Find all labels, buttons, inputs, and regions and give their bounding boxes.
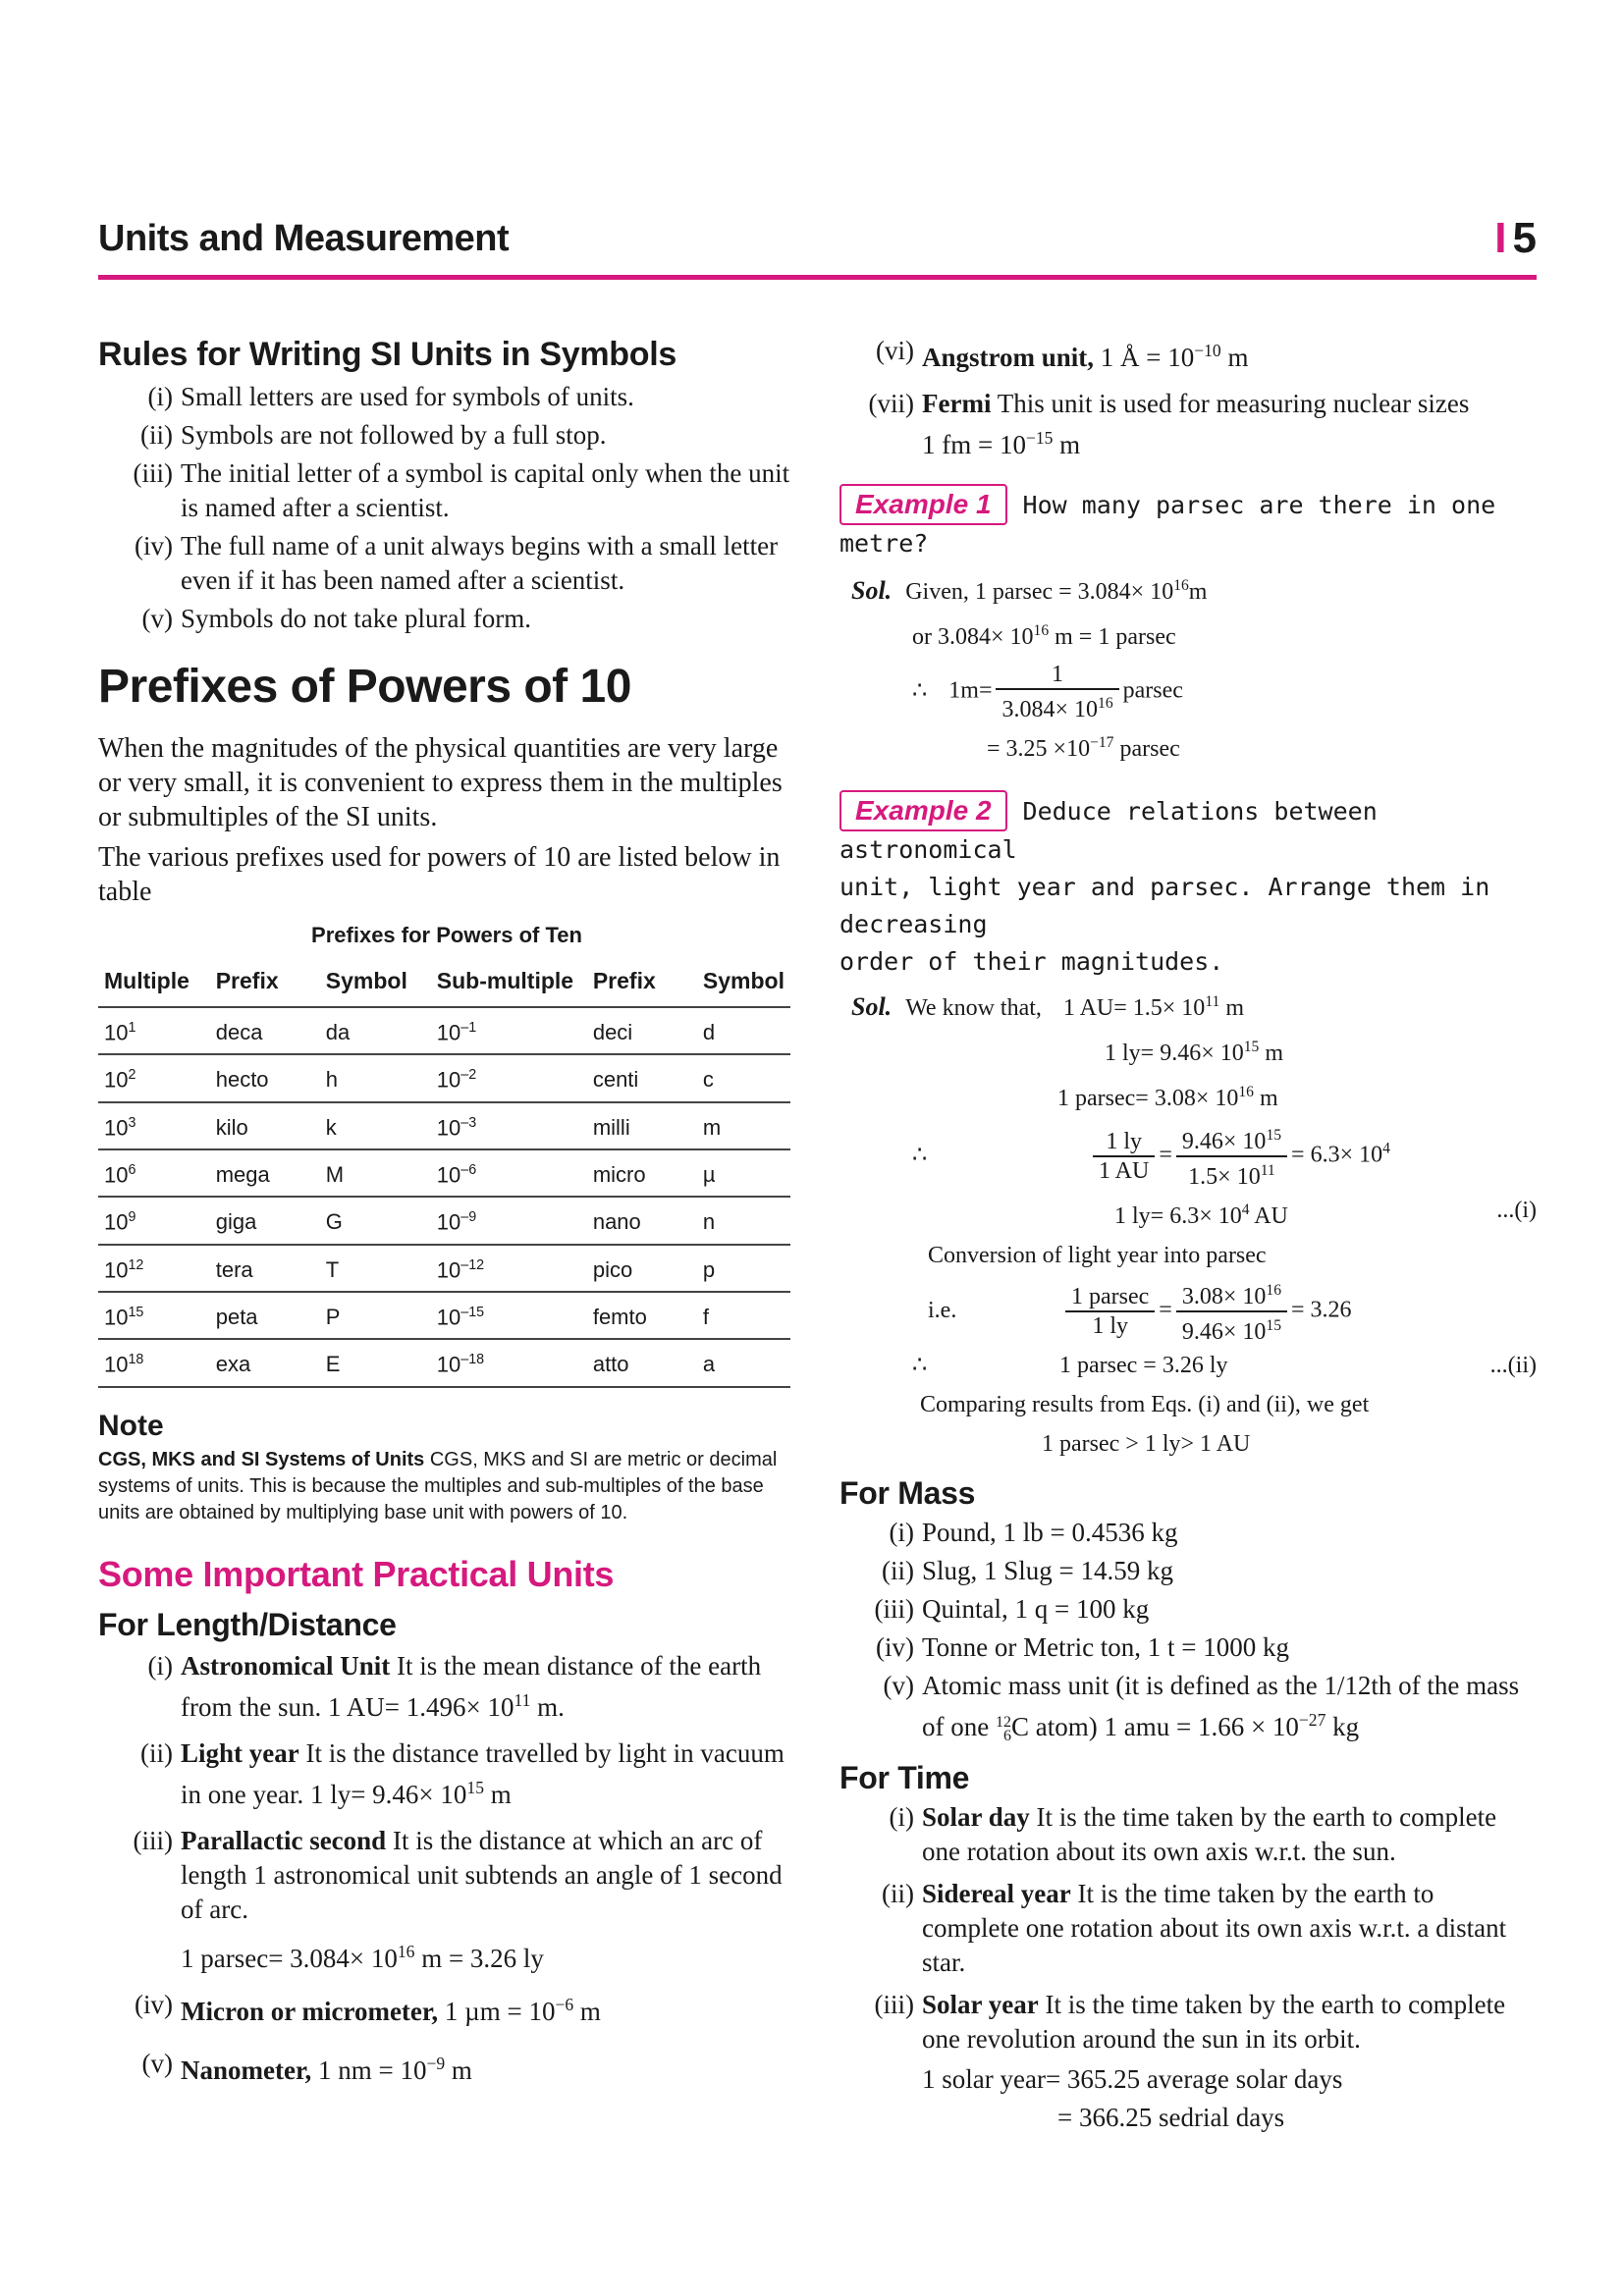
submultiple-cell: $10^{-2}$ — [431, 1054, 587, 1101]
fraction-numerator: 1 — [996, 661, 1118, 690]
sub-symbol-cell: a — [697, 1339, 790, 1386]
rules-heading: Rules for Writing SI Units in Symbols — [98, 336, 676, 373]
item-tail: m — [445, 2055, 472, 2085]
prefix-table — [98, 958, 790, 1388]
solution-text: 1m= — [948, 677, 993, 704]
rule-num: (ii) — [140, 420, 173, 450]
multiple-cell: $10^{12}$ — [98, 1245, 210, 1292]
length-item — [98, 1649, 795, 1725]
prefix-cell: hecto — [210, 1054, 320, 1101]
sub-symbol-cell: p — [697, 1245, 790, 1292]
solution-text: 1 parsec > 1 ly> 1 AU — [1042, 1431, 1251, 1457]
item-text: Tonne or Metric ton, 1 t = 1000 kg — [922, 1632, 1290, 1662]
sub-prefix-cell: deci — [587, 1007, 697, 1054]
sub-symbol-cell: n — [697, 1197, 790, 1244]
solution-sup: 11 — [1205, 993, 1220, 1010]
prefix-cell: deca — [210, 1007, 320, 1054]
multiple-exp: 6 — [128, 1161, 136, 1178]
fraction — [1176, 1122, 1287, 1191]
time-item — [839, 1988, 1537, 2135]
prefix-cell: peta — [210, 1292, 320, 1339]
time-list — [839, 1800, 1537, 2135]
item-text: Pound, 1 lb = 0.4536 kg — [922, 1518, 1178, 1547]
solution-text: Comparing results from Eqs. (i) and (ii), we get — [920, 1392, 1370, 1417]
solution-line — [839, 661, 1537, 723]
item-num: (i) — [889, 1518, 914, 1547]
prefix-cell: kilo — [210, 1102, 320, 1149]
item-tail: m — [483, 1779, 512, 1809]
note-bold: CGS, MKS and SI Systems of Units — [98, 1448, 425, 1470]
solution-text: = 3.25 ×10 — [987, 736, 1091, 762]
mass-item — [839, 1554, 1537, 1588]
rule-text: The full name of a unit always begins with a small letter even if it has been named after a scientist. — [181, 531, 779, 595]
item-text: atom) 1 amu = 1.66 × 10 — [1029, 1712, 1299, 1741]
numerator-text: 9.46× 10 — [1181, 1129, 1267, 1154]
item-num: (iv) — [135, 1989, 173, 2019]
multiple-exp: 1 — [128, 1020, 136, 1036]
item-num: (vi) — [876, 336, 914, 365]
solar-year-line: = 366.25 sedrial days — [1057, 2103, 1285, 2132]
rule-text: Symbols do not take plural form. — [181, 604, 531, 633]
solution-line — [839, 983, 1537, 1028]
page-number-value: 5 — [1512, 214, 1537, 262]
therefore-symbol: ∴ — [912, 677, 928, 704]
question-text: How many parsec are there in one — [1022, 491, 1496, 519]
multiple-cell: $10^{18}$ — [98, 1339, 210, 1386]
therefore-symbol: ∴ — [912, 1142, 928, 1168]
rule-text: Symbols are not followed by a full stop. — [181, 420, 607, 450]
item-tail: m. — [530, 1691, 565, 1722]
item-text: 1 µm = 10 — [438, 1996, 556, 2026]
submultiple-exp: –3 — [460, 1114, 477, 1131]
col-header: Prefix — [210, 958, 320, 1007]
solution-line — [839, 1028, 1537, 1073]
therefore-symbol: ∴ — [912, 1353, 928, 1378]
note-text — [98, 1447, 795, 1526]
length-item — [98, 1988, 795, 2029]
table-row — [98, 1339, 790, 1386]
solution-tail: parsec — [1122, 677, 1183, 704]
multiple-cell: $10^6$ — [98, 1149, 210, 1197]
sub-symbol-cell: m — [697, 1102, 790, 1149]
item-title: Parallactic second — [181, 1825, 387, 1855]
length-item — [839, 387, 1537, 462]
item-title: Nanometer, — [181, 2055, 312, 2085]
submultiple-exp: –1 — [460, 1020, 477, 1036]
chapter-title: Units and Measurement — [98, 218, 510, 259]
solution-text: Given, 1 parsec = 3.084× 10 — [905, 579, 1174, 605]
solution-line — [839, 1346, 1537, 1385]
fraction-numerator — [1176, 1277, 1287, 1312]
example-2 — [839, 790, 1537, 1464]
symbol-cell: k — [320, 1102, 431, 1149]
sub-prefix-cell: nano — [587, 1197, 697, 1244]
item-text: This unit is used for measuring nuclear sizes — [991, 389, 1470, 418]
item-tail: m — [1220, 343, 1249, 372]
fermi-line: 1 fm = 10 — [922, 430, 1026, 459]
multiple-cell: $10^2$ — [98, 1054, 210, 1101]
equation-tag: ...(ii) — [1489, 1353, 1537, 1378]
solution-text: = 6.3× 10 — [1291, 1142, 1383, 1168]
submultiple-exp: –9 — [460, 1209, 477, 1226]
solution-sup: 4 — [1241, 1201, 1250, 1218]
page-number-bar: I — [1494, 214, 1507, 262]
item-title: Fermi — [922, 389, 992, 418]
numerator-sup: 16 — [1266, 1282, 1281, 1299]
item-sup: −9 — [426, 2053, 446, 2073]
item-title: Micron or micrometer, — [181, 1996, 439, 2026]
mass-item — [839, 1669, 1537, 1744]
denominator-sup: 11 — [1260, 1162, 1275, 1179]
submultiple-cell: $10^{-18}$ — [431, 1339, 587, 1386]
item-sup: −27 — [1298, 1710, 1326, 1730]
length-list — [98, 1649, 795, 2088]
length-item — [98, 1736, 795, 1812]
item-num: (ii) — [882, 1879, 914, 1908]
question-text: metre? — [839, 529, 929, 558]
parsec-sup: 16 — [397, 1941, 415, 1961]
rule-item — [98, 602, 795, 636]
time-item — [839, 1800, 1537, 1869]
parsec-tail: m = 3.26 ly — [414, 1943, 544, 1973]
mass-item — [839, 1592, 1537, 1627]
solution-text: or 3.084× 10 — [912, 624, 1034, 650]
solution-sup: 15 — [1243, 1039, 1260, 1055]
solution-line — [839, 566, 1537, 612]
item-num: (iii) — [874, 1594, 914, 1624]
example-2-tag: Example 2 — [839, 790, 1007, 831]
mass-item — [839, 1630, 1537, 1665]
multiple-exp: 3 — [128, 1114, 136, 1131]
rule-num: (iv) — [135, 531, 173, 561]
numerator-sup: 15 — [1266, 1127, 1282, 1144]
question-text: Deduce relations between astronomical — [839, 797, 1378, 864]
note-heading: Note — [98, 1409, 164, 1442]
item-num: (iv) — [876, 1632, 914, 1662]
table-row — [98, 1197, 790, 1244]
solution-line — [839, 1236, 1537, 1275]
length-list-cont — [839, 334, 1537, 462]
sub-prefix-cell: milli — [587, 1102, 697, 1149]
question-text: order of their magnitudes. — [839, 947, 1224, 976]
rules-list — [98, 380, 795, 636]
solution-line: ∴ $\frac{1 ly}{1 AU}$ = $\frac{9.46\times 10^{15}}{1.5\times 10^{11}}$ = $6.3\times 10^4$ — [839, 1122, 1537, 1191]
submultiple-exp: –12 — [460, 1256, 485, 1273]
solution-text: 1 AU= 1.5× 10 — [1062, 995, 1206, 1021]
item-tail: m — [1053, 430, 1081, 459]
fraction-denominator: 1 AU — [1099, 1158, 1150, 1184]
sub-symbol-cell: c — [697, 1054, 790, 1101]
submultiple-cell: $10^{-15}$ — [431, 1292, 587, 1339]
solution-line: i.e. $\frac{\text{1 parsec}}{1 ly}$ = $\frac{3.08\times 10^{16}}{9.46\times 10^{15}}$ = 3.26 — [839, 1277, 1537, 1346]
solution-tail: m — [1219, 995, 1244, 1021]
fraction-denominator: 1 ly — [1092, 1313, 1128, 1339]
fraction — [1093, 1128, 1155, 1185]
item-num: (i) — [889, 1802, 914, 1832]
item-title: Solar day — [922, 1802, 1030, 1832]
table-body — [98, 1007, 790, 1387]
symbol-cell: E — [320, 1339, 431, 1386]
mass-item — [839, 1516, 1537, 1550]
example-2-question — [839, 790, 1537, 981]
multiple-cell: $10^{15}$ — [98, 1292, 210, 1339]
solution-sup: −17 — [1090, 734, 1114, 751]
submultiple-cell: $10^{-12}$ — [431, 1245, 587, 1292]
time-item — [839, 1877, 1537, 1980]
practical-heading: Some Important Practical Units — [98, 1553, 615, 1594]
solution-line — [839, 1385, 1537, 1424]
item-title: Solar year — [922, 1990, 1039, 2019]
mass-list — [839, 1516, 1537, 1744]
solution-tail: AU — [1249, 1203, 1288, 1229]
multiple-cell: $10^3$ — [98, 1102, 210, 1149]
example-1-question — [839, 484, 1537, 562]
submultiple-exp: –6 — [460, 1161, 477, 1178]
rule-num: (iii) — [133, 458, 173, 488]
page-header — [98, 208, 1537, 280]
sub-symbol-cell: f — [697, 1292, 790, 1339]
prefix-cell: giga — [210, 1197, 320, 1244]
item-text: It is the time taken by the earth to complete one rotation about its own axis w.r.t. the sun. — [922, 1802, 1497, 1866]
fraction-numerator: 1 parsec — [1065, 1283, 1155, 1312]
solution-tail: m — [1188, 579, 1208, 605]
rule-item — [98, 418, 795, 453]
item-text: 1 nm = 10 — [311, 2055, 427, 2085]
sub-prefix-cell: centi — [587, 1054, 697, 1101]
col-header: Symbol — [320, 958, 431, 1007]
item-text: It is the mean distance of the earth from the sun. 1 AU= 1.496× 10 — [181, 1650, 762, 1722]
solution-text: We know that, — [905, 995, 1042, 1021]
item-text: Quintal, 1 q = 100 kg — [922, 1594, 1150, 1624]
table-row — [98, 1245, 790, 1292]
isotope-number: 6 — [1002, 1727, 1011, 1744]
solution-line — [839, 1191, 1537, 1236]
item-sup: −15 — [1025, 428, 1054, 448]
solution-tail: m — [1253, 1086, 1278, 1111]
solution-line — [839, 1424, 1537, 1464]
table-row — [98, 1054, 790, 1101]
solution-text: 1 ly= 6.3× 10 — [1114, 1203, 1242, 1229]
item-num: (vii) — [868, 389, 914, 418]
item-text: Atomic mass unit (it is defined as the 1/12th of the mass of one — [922, 1671, 1520, 1741]
isotope-mass: 12 — [995, 1713, 1011, 1731]
fraction — [1176, 1277, 1287, 1346]
item-text: It is the time taken by the earth to complete one revolution around the sun in its orbit. — [922, 1990, 1506, 2054]
fraction-denominator — [996, 690, 1118, 723]
solution-text: 1 parsec= 3.08× 10 — [1057, 1086, 1239, 1111]
prefix-cell: mega — [210, 1149, 320, 1197]
example-1-solution — [839, 566, 1537, 769]
submultiple-cell: $10^{-3}$ — [431, 1102, 587, 1149]
example-1 — [839, 484, 1537, 769]
length-item — [839, 334, 1537, 375]
numerator-text: 3.08× 10 — [1181, 1284, 1267, 1309]
solution-sup: 16 — [1033, 622, 1050, 639]
submultiple-cell: $10^{-1}$ — [431, 1007, 587, 1054]
mass-heading: For Mass — [839, 1475, 976, 1511]
parsec-line — [181, 1935, 544, 1976]
prefixes-para-1: When the magnitudes of the physical quantities are very large or very small, it is convenient to express them in the multiples or submultiples of the SI units. — [98, 733, 783, 832]
table-caption: Prefixes for Powers of Ten — [311, 923, 582, 947]
fraction-numerator — [1176, 1122, 1287, 1157]
right-column — [839, 334, 1537, 2139]
rule-item — [98, 380, 795, 414]
symbol-cell: da — [320, 1007, 431, 1054]
denominator-sup: 16 — [1098, 695, 1113, 712]
rule-item — [98, 456, 795, 525]
solution-text: 1 parsec = 3.26 ly — [1059, 1353, 1228, 1378]
question-text: unit, light year and parsec. Arrange them in decreasing — [839, 873, 1490, 938]
item-text: It is the time taken by the earth to complete one rotation about its own axis w.r.t. a distant star. — [922, 1879, 1507, 1977]
fraction — [1065, 1283, 1155, 1340]
item-tail: kg — [1325, 1712, 1360, 1741]
item-sup: −6 — [555, 1994, 574, 2014]
col-header: Prefix — [587, 958, 697, 1007]
isotope-symbol: C — [1010, 1712, 1029, 1741]
table-row — [98, 1292, 790, 1339]
example-1-tag: Example 1 — [839, 484, 1007, 525]
item-num: (iii) — [133, 1825, 173, 1855]
denominator-sup: 15 — [1266, 1317, 1281, 1334]
length-item — [98, 1824, 795, 1976]
item-sup: 15 — [466, 1777, 484, 1797]
note-body: CGS, MKS and SI are metric or decimal systems of units. This is because the multiples and sub-multiples of the base units are obtained by multiplying base unit with powers of 10. — [98, 1448, 778, 1523]
fraction-numerator: 1 ly — [1093, 1128, 1155, 1157]
fraction-denominator — [1176, 1312, 1287, 1346]
sub-prefix-cell: pico — [587, 1245, 697, 1292]
item-num: (v) — [141, 2048, 173, 2078]
symbol-cell: h — [320, 1054, 431, 1101]
denominator-text: 9.46× 10 — [1181, 1319, 1267, 1345]
prefix-cell: exa — [210, 1339, 320, 1386]
solution-sup: 4 — [1382, 1140, 1390, 1157]
left-column — [98, 324, 795, 2092]
item-text: It is the distance at which an arc of length 1 astronomical unit subtends an angle of 1 second of arc. — [181, 1825, 783, 1924]
symbol-cell: P — [320, 1292, 431, 1339]
multiple-exp: 12 — [128, 1256, 144, 1273]
solution-label: Sol. — [851, 576, 893, 605]
item-tail: m — [573, 1996, 601, 2026]
multiple-exp: 2 — [128, 1067, 136, 1084]
submultiple-exp: –18 — [460, 1352, 485, 1368]
table-row — [98, 1007, 790, 1054]
solution-text: Conversion of light year into parsec — [928, 1243, 1267, 1268]
symbol-cell: G — [320, 1197, 431, 1244]
solution-tail: m — [1259, 1041, 1284, 1066]
multiple-exp: 18 — [128, 1352, 144, 1368]
isotope-index — [995, 1713, 1011, 1744]
item-title: Sidereal year — [922, 1879, 1071, 1908]
solution-sup: 16 — [1173, 577, 1189, 594]
item-text: Slug, 1 Slug = 14.59 kg — [922, 1556, 1174, 1585]
item-num: (ii) — [882, 1556, 914, 1585]
item-num: (iii) — [874, 1990, 914, 2019]
rule-num: (v) — [141, 604, 173, 633]
item-title: Angstrom unit, — [922, 343, 1095, 372]
solution-line — [839, 1073, 1537, 1118]
submultiple-exp: –15 — [460, 1304, 485, 1320]
denominator-text: 3.084× 10 — [1001, 697, 1099, 722]
fraction — [996, 661, 1118, 723]
item-title: Light year — [181, 1737, 299, 1768]
page-number — [1494, 214, 1537, 263]
length-item — [98, 2047, 795, 2088]
prefix-cell: tera — [210, 1245, 320, 1292]
submultiple-exp: –2 — [460, 1067, 477, 1084]
sub-prefix-cell: micro — [587, 1149, 697, 1197]
multiple-exp: 9 — [128, 1209, 136, 1226]
rule-num: (i) — [147, 382, 173, 411]
solution-tail: parsec — [1113, 736, 1180, 762]
equation-tag: ...(i) — [1496, 1198, 1537, 1223]
item-text: 1 Å = 10 — [1094, 343, 1195, 372]
prefixes-heading: Prefixes of Powers of 10 — [98, 661, 631, 713]
solution-label: Sol. — [851, 992, 893, 1021]
multiple-exp: 15 — [128, 1304, 144, 1320]
sub-symbol-cell: µ — [697, 1149, 790, 1197]
col-header: Symbol — [697, 958, 790, 1007]
rule-text: Small letters are used for symbols of units. — [181, 382, 634, 411]
table-header-row — [98, 958, 790, 1007]
sub-symbol-cell: d — [697, 1007, 790, 1054]
rule-text: The initial letter of a symbol is capital only when the unit is named after a scientist. — [181, 458, 790, 522]
item-num: (i) — [147, 1650, 173, 1681]
col-header: Sub-multiple — [431, 958, 587, 1007]
sub-prefix-cell: atto — [587, 1339, 697, 1386]
item-sup: −10 — [1194, 341, 1221, 360]
multiple-cell: $10^1$ — [98, 1007, 210, 1054]
item-num: (ii) — [140, 1737, 173, 1768]
solution-text: = 3.26 — [1290, 1297, 1352, 1323]
submultiple-cell: $10^{-9}$ — [431, 1197, 587, 1244]
item-num: (v) — [883, 1671, 914, 1700]
solar-year-line: 1 solar year= 365.25 average solar days — [922, 2064, 1343, 2094]
symbol-cell: M — [320, 1149, 431, 1197]
time-heading: For Time — [839, 1760, 970, 1795]
submultiple-cell: $10^{-6}$ — [431, 1149, 587, 1197]
item-sup: 11 — [514, 1689, 531, 1710]
sub-prefix-cell: femto — [587, 1292, 697, 1339]
solution-line — [839, 723, 1537, 769]
item-title: Astronomical Unit — [181, 1650, 391, 1681]
solution-text: 1 ly= 9.46× 10 — [1105, 1041, 1244, 1066]
example-2-solution — [839, 983, 1537, 1464]
prefixes-para-2: The various prefixes used for powers of 10 are listed below in table — [98, 842, 781, 907]
solution-text: i.e. — [928, 1297, 957, 1323]
table-row — [98, 1102, 790, 1149]
parsec-text: 1 parsec= 3.084× 10 — [181, 1943, 398, 1973]
length-heading: For Length/Distance — [98, 1606, 397, 1642]
table-row — [98, 1149, 790, 1197]
solution-line — [839, 612, 1537, 657]
denominator-text: 1.5× 10 — [1188, 1164, 1261, 1190]
rule-item — [98, 529, 795, 598]
col-header: Multiple — [98, 958, 210, 1007]
symbol-cell: T — [320, 1245, 431, 1292]
item-text: It is the distance travelled by light in vacuum in one year. 1 ly= 9.46× 10 — [181, 1737, 784, 1809]
solution-tail: m = 1 parsec — [1049, 624, 1176, 650]
fraction-denominator — [1176, 1157, 1287, 1191]
solution-sup: 16 — [1238, 1084, 1254, 1100]
multiple-cell: $10^9$ — [98, 1197, 210, 1244]
